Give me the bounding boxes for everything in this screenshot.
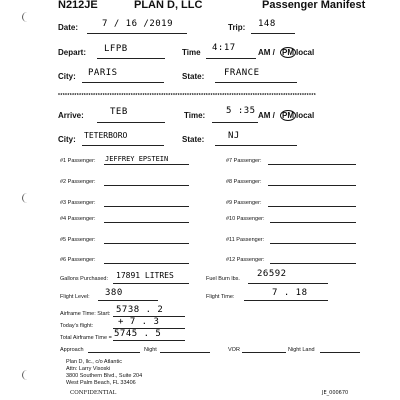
arrive-label: Arrive: [58,111,84,120]
arrive-underline [97,122,165,123]
arrive-city-label: City: [58,135,76,144]
depart-state-underline [215,82,297,83]
arrive-airport: TEB [110,107,128,117]
passenger-11-label: #11 Passenger: [226,237,265,243]
binder-hole [22,12,29,22]
passenger-6-label: #6 Passenger: [60,257,96,263]
approach-underline [88,352,140,353]
arrive-time-value: 5 :35 [226,106,256,116]
passenger-2-underline [104,185,189,186]
depart-airport: LFPB [104,44,128,54]
depart-state-value: FRANCE [224,68,260,78]
arrive-state-underline [215,145,297,146]
passenger-12-underline [270,263,356,264]
passenger-1-underline [104,164,189,165]
vor-label: VOR [228,347,240,353]
binder-hole [22,193,29,203]
confidential-stamp: CONFIDENTIAL [70,390,117,396]
passenger-1-name: JEFFREY EPSTEIN [105,155,169,163]
gallons-label: Gallons Purchased: [60,276,108,282]
date-value: 7 / 16 /2019 [102,19,174,29]
passenger-2-label: #2 Passenger: [60,179,96,185]
binder-hole [22,370,29,380]
gallons-value: 17891 LITRES [116,271,174,280]
passenger-10-underline [270,222,356,223]
depart-state-label: State: [182,72,205,81]
aircraft-tail-number: N212JE [58,0,98,11]
manifest-title: Passenger Manifest [262,0,366,11]
passenger-5-underline [104,243,189,244]
passenger-9-label: #9 Passenger: [226,200,262,206]
date-label: Date: [58,23,79,32]
total-airframe-value: 5745 . 5 [114,329,162,339]
depart-local: local [296,48,315,57]
total-airframe-label: Total Airframe Time = [60,335,112,341]
night-label: Night [144,347,157,353]
depart-time-label: Time [182,48,201,57]
passenger-6-underline [104,263,189,264]
flight-level-underline [98,300,158,301]
date-underline [87,33,187,34]
bates-number: JE_000670 [322,390,349,396]
today-flight-value: + 7 . 3 [118,317,160,327]
depart-label: Depart: [58,48,87,57]
fuel-burn-value: 26592 [257,269,287,279]
depart-am: AM / [258,48,275,57]
passenger-7-underline [268,164,356,165]
approach-label: Approach [60,347,84,353]
address-line: Attn: Larry Visoski [66,366,111,372]
passenger-12-label: #12 Passenger: [226,257,265,263]
trip-value: 148 [258,19,276,29]
flight-time-label: Flight Time: [206,294,235,300]
depart-pm-circled: PM [282,48,294,57]
separator-stars: ************************************************************************************************************** [58,93,317,99]
depart-city-value: PARIS [88,68,118,78]
passenger-7-label: #7 Passenger: [226,158,262,164]
depart-city-underline [82,82,164,83]
night-land-label: Night Land [288,347,315,353]
trip-underline [251,33,295,34]
flight-level-label: Flight Level: [60,294,90,300]
passenger-8-underline [268,185,356,186]
passenger-1-label: #1 Passenger: [60,158,96,164]
night-land-underline [320,352,360,353]
footer-address [66,359,142,387]
depart-time-underline [206,58,256,59]
arrive-local: local [296,111,315,120]
today-flight-label: Today's flight: [60,323,94,329]
arrive-city-value: TETERBORO [84,131,128,140]
depart-time-value: 4:17 [212,43,236,53]
flight-time-underline [244,300,328,301]
night-underline [160,352,210,353]
fuel-burn-label: Fuel Burn lbs. [206,276,240,282]
address-line: Plan D, llc., c/o Atlantic [66,359,122,365]
arrive-time-underline [212,122,258,123]
gallons-underline [113,283,189,284]
arrive-time-label: Time: [184,111,206,120]
passenger-11-underline [270,243,356,244]
arrive-state-label: State: [182,135,205,144]
passenger-10-label: #10 Passenger: [226,216,265,222]
passenger-4-underline [104,222,189,223]
passenger-3-label: #3 Passenger: [60,200,96,206]
airframe-start-value: 5738 . 2 [116,305,164,315]
passenger-8-label: #8 Passenger: [226,179,262,185]
arrive-city-underline [82,145,164,146]
passenger-5-label: #5 Passenger: [60,237,96,243]
total-airframe-underline [113,340,185,341]
arrive-pm-circled: PM [282,111,294,120]
company-name: PLAN D, LLC [134,0,203,11]
flight-time-value: 7 . 18 [272,288,308,298]
fuel-burn-underline [248,283,328,284]
arrive-state-value: NJ [228,131,240,141]
address-line: 3800 Southern Blvd., Suite 204 [66,373,143,379]
passenger-9-underline [268,206,356,207]
address-line: West Palm Beach, FL 33406 [66,380,136,386]
trip-label: Trip: [228,23,246,32]
depart-city-label: City: [58,72,76,81]
depart-underline [97,58,165,59]
flight-level-value: 380 [105,288,123,298]
airframe-start-label: Airframe Time: Start: [60,311,111,317]
vor-underline [242,352,286,353]
passenger-3-underline [104,206,189,207]
passenger-4-label: #4 Passenger: [60,216,96,222]
arrive-am: AM / [258,111,275,120]
